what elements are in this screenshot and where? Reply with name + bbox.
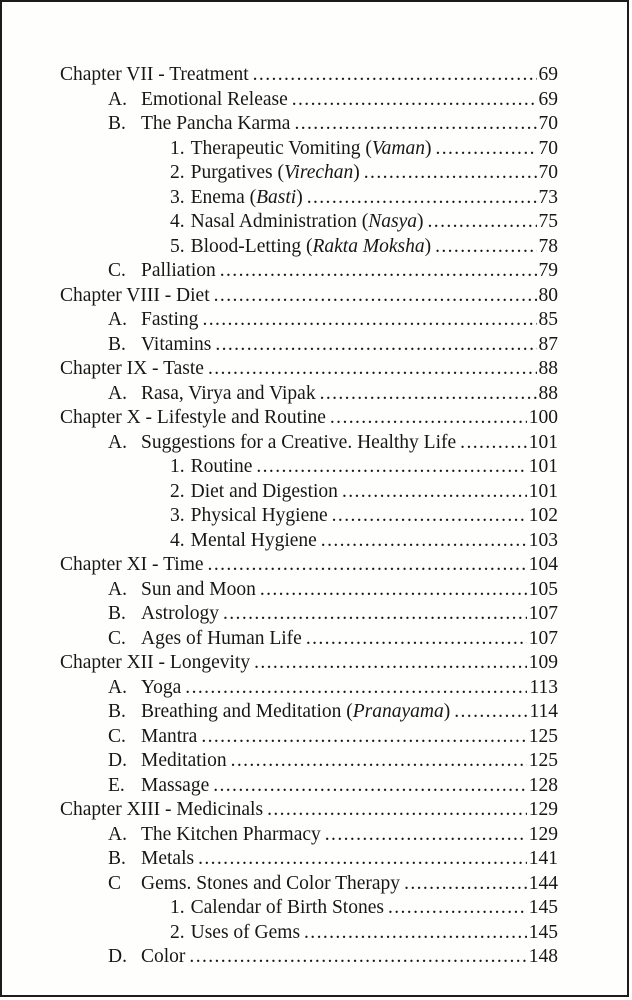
- dot-leader: [342, 480, 527, 505]
- dot-leader: [214, 284, 537, 309]
- page-number: 114: [529, 701, 558, 722]
- entry-title: The Pancha Karma: [141, 113, 291, 134]
- page-number: 107: [528, 627, 558, 649]
- toc-entry-row: [60, 210, 558, 235]
- toc-entry-row: [60, 774, 558, 799]
- toc-entry-row: [60, 896, 558, 921]
- page-number: 88: [538, 358, 558, 379]
- dot-leader: [215, 333, 536, 358]
- entry-label: C.: [108, 627, 126, 649]
- entry-label: A.: [108, 88, 127, 110]
- entry-title: Therapeutic Vomiting (Vaman): [190, 137, 432, 159]
- page-number: 125: [528, 725, 558, 747]
- page-number: 70: [538, 137, 558, 159]
- page-number: 129: [528, 799, 558, 820]
- toc-entry-row: [60, 259, 558, 284]
- page-number: 128: [528, 774, 558, 796]
- entry-title: Routine: [190, 456, 253, 477]
- page-number: 102: [528, 505, 558, 526]
- toc-entry-row: [60, 308, 558, 333]
- dot-leader: [321, 529, 527, 554]
- page-number: 109: [528, 652, 558, 673]
- entry-label: 1.: [170, 137, 185, 159]
- dot-leader: [260, 578, 527, 603]
- page-number: 85: [538, 309, 558, 330]
- page-number: 129: [528, 823, 558, 845]
- entry-label: 5.: [170, 235, 185, 257]
- toc-chapter-row: [60, 406, 558, 431]
- toc-entry-row: [60, 88, 558, 113]
- toc-entry-row: [60, 431, 558, 456]
- page-number: 144: [528, 872, 558, 894]
- toc-chapter-row: [60, 553, 558, 578]
- toc-chapter-row: [60, 63, 558, 88]
- entry-title: Breathing and Meditation (Pranayama): [141, 701, 451, 722]
- toc-list: [60, 63, 558, 970]
- toc-entry-row: [60, 382, 558, 407]
- entry-title: Chapter VIII - Diet: [60, 284, 210, 306]
- entry-title: Nasal Administration (Nasya): [190, 211, 424, 232]
- dot-leader: [213, 774, 527, 799]
- entry-title: Astrology: [141, 603, 219, 624]
- toc-entry-row: [60, 235, 558, 260]
- dot-leader: [292, 88, 537, 113]
- dot-leader: [404, 872, 527, 897]
- entry-title: Mental Hygiene: [190, 529, 317, 551]
- toc-entry-row: [60, 186, 558, 211]
- entry-title: Palliation: [141, 260, 216, 281]
- entry-title: Rasa, Virya and Vipak: [141, 382, 316, 404]
- dot-leader: [332, 504, 527, 529]
- entry-label: 4.: [170, 529, 185, 551]
- page-number: 100: [528, 407, 558, 428]
- entry-title: Purgatives (Virechan): [190, 162, 360, 183]
- toc-entry-row: [60, 504, 558, 529]
- entry-title: Chapter IX - Taste: [60, 358, 204, 379]
- dot-leader: [231, 749, 527, 774]
- entry-title: The Kitchen Pharmacy: [141, 823, 321, 845]
- dot-leader: [330, 406, 527, 431]
- toc-entry-row: [60, 333, 558, 358]
- dot-leader: [208, 357, 537, 382]
- toc-entry-row: [60, 921, 558, 946]
- dot-leader: [388, 896, 527, 921]
- dot-leader: [294, 112, 536, 137]
- entry-title: Mantra: [141, 725, 198, 747]
- dot-leader: [435, 137, 536, 162]
- entry-label: A.: [108, 382, 127, 404]
- toc-entry-row: [60, 578, 558, 603]
- page-number: 148: [528, 946, 558, 967]
- entry-title: Physical Hygiene: [190, 505, 328, 526]
- entry-title: Calendar of Birth Stones: [190, 897, 384, 918]
- toc-entry-row: [60, 627, 558, 652]
- entry-label: E.: [108, 774, 125, 796]
- page-number: 145: [528, 897, 558, 918]
- dot-leader: [208, 553, 527, 578]
- dot-leader: [306, 627, 527, 652]
- entry-label: D.: [108, 750, 127, 771]
- entry-title: Vitamins: [141, 333, 212, 355]
- entry-title: Chapter X - Lifestyle and Routine: [60, 407, 326, 428]
- page-number: 101: [528, 480, 558, 502]
- dot-leader: [435, 235, 536, 260]
- toc-chapter-row: [60, 357, 558, 382]
- toc-chapter-row: [60, 651, 558, 676]
- page-number: 145: [528, 921, 558, 943]
- page-number: 88: [538, 382, 558, 404]
- dot-leader: [256, 455, 526, 480]
- toc-chapter-row: [60, 798, 558, 823]
- page-number: 78: [538, 235, 558, 257]
- dot-leader: [428, 210, 537, 235]
- entry-title: Suggestions for a Creative. Healthy Life: [141, 431, 457, 453]
- page-number: 87: [538, 333, 558, 355]
- dot-leader: [325, 823, 527, 848]
- page-number: 101: [528, 431, 558, 453]
- entry-label: 3.: [170, 186, 185, 208]
- dot-leader: [202, 308, 536, 333]
- entry-label: B.: [108, 333, 126, 355]
- toc-chapter-row: [60, 284, 558, 309]
- entry-label: 2.: [170, 480, 185, 502]
- page-number: 80: [538, 284, 558, 306]
- entry-title: Chapter XI - Time: [60, 554, 204, 575]
- entry-label: B.: [108, 848, 126, 869]
- entry-label: C: [108, 872, 122, 894]
- page-number: 113: [529, 676, 558, 698]
- entry-label: A.: [108, 578, 127, 600]
- dot-leader: [460, 431, 527, 456]
- entry-title: Color: [141, 946, 186, 967]
- toc-entry-row: [60, 161, 558, 186]
- toc-entry-row: [60, 847, 558, 872]
- entry-label: B.: [108, 113, 126, 134]
- page-number: 69: [538, 64, 558, 85]
- entry-label: 2.: [170, 921, 185, 943]
- entry-title: Metals: [141, 848, 195, 869]
- entry-title: Ages of Human Life: [141, 627, 302, 649]
- dot-leader: [185, 676, 527, 701]
- dot-leader: [198, 847, 527, 872]
- toc-entry-row: [60, 676, 558, 701]
- entry-title: Chapter XII - Longevity: [60, 652, 251, 673]
- entry-label: B.: [108, 701, 126, 722]
- page-number: 107: [528, 603, 558, 624]
- dot-leader: [364, 161, 537, 186]
- entry-title: Massage: [141, 774, 210, 796]
- toc-entry-row: [60, 823, 558, 848]
- toc-entry-row: [60, 872, 558, 897]
- page-number: 70: [538, 162, 558, 183]
- entry-label: A.: [108, 431, 127, 453]
- entry-title: Uses of Gems: [190, 921, 301, 943]
- entry-label: A.: [108, 309, 127, 330]
- page-number: 104: [528, 554, 558, 575]
- entry-label: 1.: [170, 897, 185, 918]
- entry-title: Diet and Digestion: [190, 480, 338, 502]
- entry-label: B.: [108, 603, 126, 624]
- page-number: 70: [538, 113, 558, 134]
- entry-label: A.: [108, 823, 127, 845]
- toc-entry-row: [60, 112, 558, 137]
- toc-entry-row: [60, 137, 558, 162]
- dot-leader: [320, 382, 537, 407]
- page-number: 103: [528, 529, 558, 551]
- entry-title: Emotional Release: [141, 88, 288, 110]
- toc-entry-row: [60, 602, 558, 627]
- dot-leader: [223, 602, 527, 627]
- entry-title: Blood-Letting (Rakta Moksha): [190, 235, 432, 257]
- entry-title: Enema (Basti): [190, 186, 303, 208]
- entry-label: 1.: [170, 456, 185, 477]
- page-number: 79: [538, 260, 558, 281]
- toc-entry-row: [60, 480, 558, 505]
- page-number: 125: [528, 750, 558, 771]
- toc-entry-row: [60, 700, 558, 725]
- toc-entry-row: [60, 529, 558, 554]
- dot-leader: [454, 700, 527, 725]
- entry-title: Yoga: [141, 676, 182, 698]
- page-number: 141: [528, 848, 558, 869]
- entry-title: Gems. Stones and Color Therapy: [141, 872, 401, 894]
- dot-leader: [307, 186, 537, 211]
- dot-leader: [254, 651, 527, 676]
- page-number: 69: [538, 88, 558, 110]
- dot-leader: [253, 63, 537, 88]
- toc-entry-row: [60, 945, 558, 970]
- page-number: 101: [528, 456, 558, 477]
- dot-leader: [220, 259, 537, 284]
- entry-label: D.: [108, 946, 127, 967]
- entry-title: Sun and Moon: [141, 578, 256, 600]
- entry-label: A.: [108, 676, 127, 698]
- toc-entry-row: [60, 725, 558, 750]
- toc-entry-row: [60, 455, 558, 480]
- page-number: 75: [538, 211, 558, 232]
- dot-leader: [189, 945, 526, 970]
- entry-title: Fasting: [141, 309, 199, 330]
- entry-title: Chapter VII - Treatment: [60, 64, 249, 85]
- entry-label: 2.: [170, 162, 185, 183]
- entry-label: C.: [108, 725, 126, 747]
- entry-label: 3.: [170, 505, 185, 526]
- entry-label: 4.: [170, 211, 185, 232]
- entry-title: Chapter XIII - Medicinals: [60, 799, 264, 820]
- entry-label: C.: [108, 260, 126, 281]
- dot-leader: [304, 921, 527, 946]
- dot-leader: [201, 725, 526, 750]
- toc-entry-row: [60, 749, 558, 774]
- dot-leader: [267, 798, 527, 823]
- page-number: 105: [528, 578, 558, 600]
- page-number: 73: [538, 186, 558, 208]
- entry-title: Meditation: [141, 750, 227, 771]
